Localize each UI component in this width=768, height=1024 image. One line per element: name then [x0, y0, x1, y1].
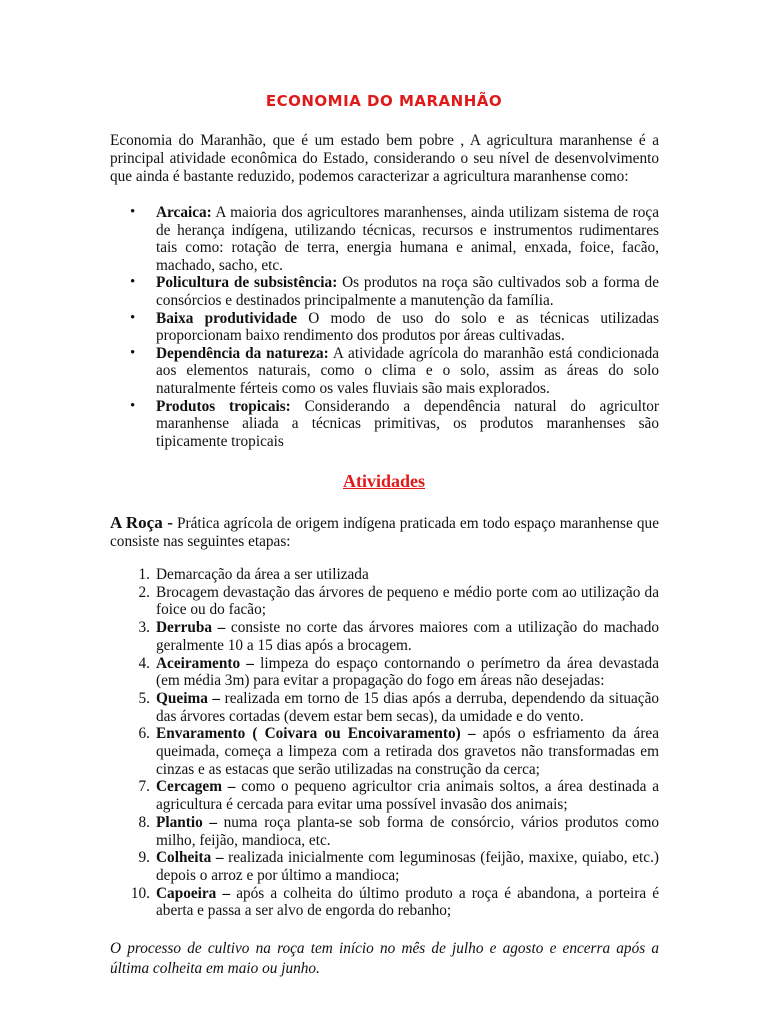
item-text: O modo de uso do solo e as técnicas utilizadas proporcionam baixo rendimento dos produtos por áreas cultivadas. [156, 309, 659, 345]
step-term: Cercagem – [156, 778, 236, 796]
list-item [110, 690, 659, 725]
step-text: consiste no corte das árvores maiores com a utilização do machado geralmente 10 a 15 dias após a brocagem. [156, 619, 659, 654]
step-term: Colheita – [156, 849, 224, 867]
list-item [110, 725, 659, 778]
list-item [110, 310, 659, 345]
roca-lead: A Roça - [110, 513, 173, 532]
item-term: Dependência da natureza: [156, 344, 329, 362]
step-text: Demarcação da área a ser utilizada [156, 566, 369, 583]
list-item [110, 849, 659, 884]
list-item [110, 398, 659, 451]
step-term: Queima – [156, 689, 221, 707]
list-item [110, 584, 659, 619]
list-item [110, 619, 659, 654]
bullet-icon: • [130, 274, 136, 291]
steps-list [110, 566, 659, 920]
step-number: 1. [138, 566, 150, 583]
item-text: Os produtos na roça são cultivados sob a forma de consórcios e destinados principalmente a manutenção da família. [156, 274, 659, 309]
list-item [110, 345, 659, 398]
item-text: A atividade agrícola do maranhão está condicionada aos elementos naturais, como o clima e o solo, assim as áreas do solo naturalmente férteis como os vales fluviais são mais explorados. [156, 344, 660, 397]
closing-paragraph: O processo de cultivo na roça tem início no mês de julho e agosto e encerra após a última colheita em maio ou junho. [110, 940, 659, 977]
bullet-icon: • [130, 344, 136, 361]
list-item [110, 566, 659, 584]
intro-paragraph: Economia do Maranhão, que é um estado bem pobre , A agricultura maranhense é a principal atividade econômica do Estado, considerando o seu nível de desenvolvimento que ainda é bastante reduzido, podemos caracterizar a agricultura maranhense como: [110, 132, 659, 185]
list-item [110, 885, 659, 920]
step-text: numa roça planta-se sob forma de consórcio, vários produtos como milho, feijão, mandioca, etc. [156, 813, 659, 849]
characteristics-list [110, 204, 659, 450]
step-text: após a colheita do último produto a roça é abandona, a porteira é aberta e passa a ser alvo de engorda do rebanho; [156, 884, 660, 920]
roca-paragraph [110, 514, 659, 551]
step-number: 7. [138, 778, 150, 796]
step-text: realizada inicialmente com leguminosas (feijão, maxixe, quiabo, etc.) depois o arroz e por último a mandioca; [156, 849, 659, 884]
list-item [110, 778, 659, 813]
item-term: Arcaica: [156, 204, 212, 221]
step-number: 3. [138, 619, 150, 637]
item-text: Considerando a dependência natural do agricultor maranhense aliada a técnicas primitivas, os produtos maranhenses são tipicamente tropicais [156, 397, 659, 450]
step-text: realizada em torno de 15 dias após a derruba, dependendo da situação das árvores cortadas (devem estar bem secas), da umidade e do vento. [156, 689, 660, 725]
item-term: Policultura de subsistência: [156, 274, 338, 292]
bullet-icon: • [130, 204, 136, 220]
step-term: Envaramento ( Coivara ou Encoivaramento) – [156, 725, 476, 743]
step-number: 6. [138, 725, 150, 743]
step-term: Plantio – [156, 813, 217, 831]
step-term: Capoeira – [156, 884, 231, 902]
list-item [110, 814, 659, 849]
step-term: Derruba – [156, 619, 226, 637]
step-text: como o pequeno agricultor cria animais soltos, a área destinada a agricultura é cercada para evitar uma possível invasão dos animais; [156, 778, 659, 814]
step-text: limpeza do espaço contornando o perímetro da área devastada (em média 3m) para evitar a propagação do fogo em áreas não desejadas: [156, 654, 659, 690]
item-text: A maioria dos agricultores maranhenses, ainda utilizam sistema de roça de herança indígena, utilizando técnicas, recursos e instrumentos rudimentares tais como: rotação de terra, energia humana e animal, enxada, foice, facão, machado, sacho, etc. [156, 204, 659, 274]
bullet-icon: • [130, 309, 136, 326]
step-number: 2. [138, 583, 150, 601]
step-number: 8. [138, 813, 150, 831]
item-term: Produtos tropicais: [156, 397, 291, 415]
list-item [110, 204, 659, 274]
section-heading: Atividades [342, 471, 425, 491]
page-title: ECONOMIA DO MARANHÃO [265, 92, 503, 110]
item-term: Baixa produtividade [156, 309, 297, 327]
list-item [110, 274, 659, 309]
bullet-icon: • [130, 397, 136, 414]
step-text: após o esfriamento da área queimada, começa a limpeza com a retirada dos gravetos não transformadas em cinzas e as estacas que serão utilizadas na construção da cerca; [156, 725, 659, 778]
step-number: 10. [130, 884, 150, 902]
step-number: 9. [138, 849, 150, 867]
step-number: 4. [138, 654, 150, 672]
step-term: Aceiramento – [156, 654, 254, 672]
step-text: Brocagem devastação das árvores de pequeno e médio porte com ao utilização da foice ou do facão; [156, 583, 659, 619]
step-number: 5. [138, 689, 150, 707]
roca-text: Prática agrícola de origem indígena praticada em todo espaço maranhense que consiste nas seguintes etapas: [110, 515, 659, 550]
list-item [110, 655, 659, 690]
